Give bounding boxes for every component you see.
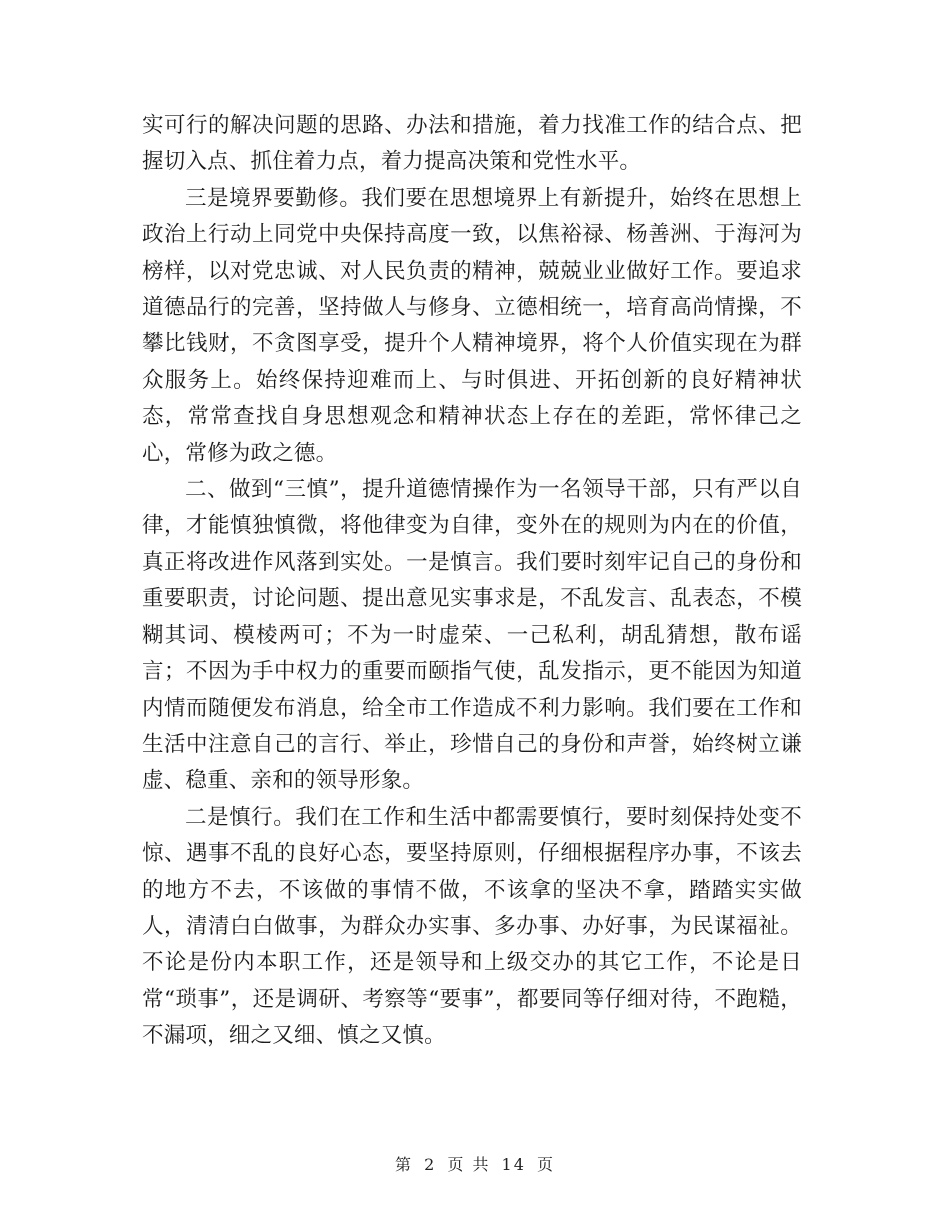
paragraph-realm-cultivation: 三是境界要勤修。我们要在思想境界上有新提升，始终在思想上政治上行动上同党中央保持高度一致，以焦裕禄、杨善洲、于海河为榜样，以对党忠诚、对人民负责的精神，兢兢业业做好工作。要追求道德品行的完善，坚持做人与修身、立德相统一，培育高尚情操，不攀比钱财，不贪图享受，提升个人精神境界，将个人价值实现在为群众服务上。始终保持迎难而上、与时俱进、开拓创新的良好精神状态，常常查找自身思想观念和精神状态上存在的差距，常怀律己之心，常修为政之德。 bbox=[142, 185, 802, 466]
paragraph-cautious-action: 二是慎行。我们在工作和生活中都需要慎行，要时刻保持处变不惊、遇事不乱的良好心态，要坚持原则，仔细根据程序办事，不该去的地方不去，不该做的事情不做，不该拿的坚决不拿，踏踏实实做人，清清白白做事，为群众办实事、多办事、办好事，为民谋福祉。不论是份内本职工作，还是领导和上级交办的其它工作，不论是日常“琐事”，还是调研、考察等“要事”，都要同等仔细对待，不跑糙，不漏项，细之又细、慎之又慎。 bbox=[142, 804, 802, 1049]
footer-total-pages: 14 bbox=[501, 1155, 526, 1174]
footer-suffix: 页 bbox=[537, 1155, 556, 1174]
paragraph-continuation: 实可行的解决问题的思路、办法和措施，着力找准工作的结合点、把握切入点、抓住着力点，着力提高决策和党性水平。 bbox=[142, 113, 802, 175]
page-footer bbox=[0, 1152, 950, 1175]
paragraph-three-cautions: 二、做到“三慎”，提升道德情操作为一名领导干部，只有严以自律，才能慎独慎微，将他律变为自律，变外在的规则为内在的价值，真正将改进作风落到实处。一是慎言。我们要时刻牢记自己的身份和重要职责，讨论问题、提出意见实事求是，不乱发言、乱表态，不模糊其词、模棱两可；不为一时虚荣、一己私利，胡乱猜想，散布谣言；不因为手中权力的重要而颐指气使，乱发指示，更不能因为知道内情而随便发布消息，给全市工作造成不利力影响。我们要在工作和生活中注意自己的言行、举止，珍惜自己的身份和声誉，始终树立谦虚、稳重、亲和的领导形象。 bbox=[142, 477, 802, 794]
footer-page-number: 2 bbox=[424, 1155, 437, 1174]
document-body bbox=[142, 108, 802, 1055]
footer-mid: 页 共 bbox=[447, 1155, 491, 1174]
footer-prefix: 第 bbox=[394, 1155, 413, 1174]
